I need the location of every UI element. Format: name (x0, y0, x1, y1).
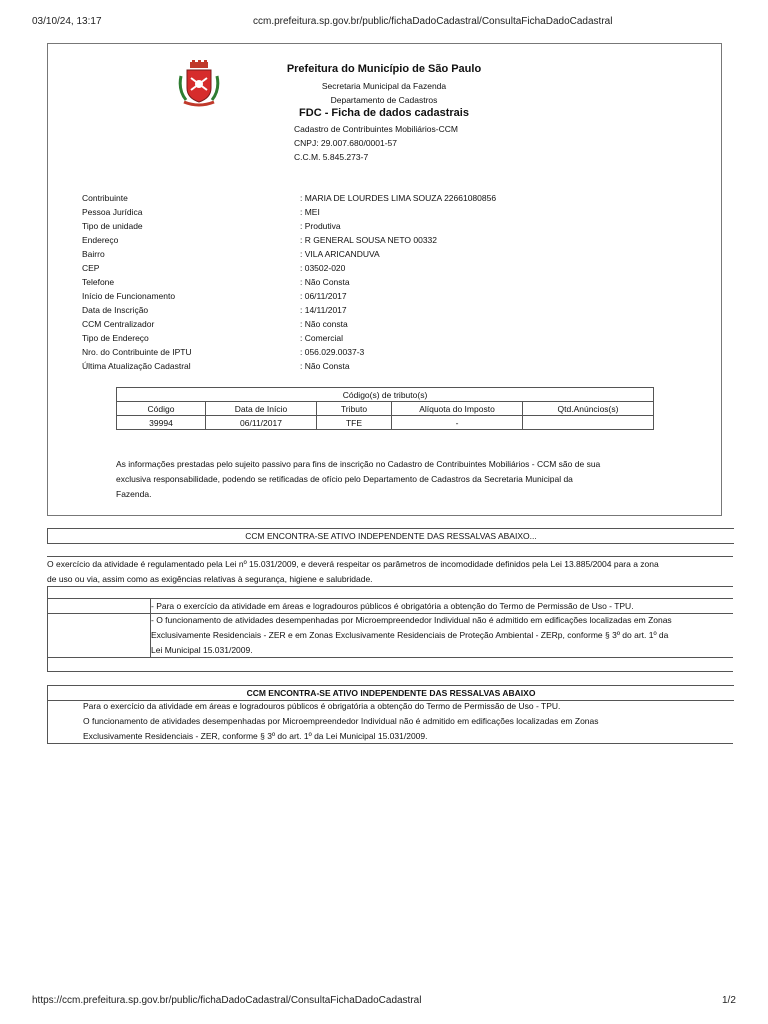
field-label: Telefone (82, 277, 115, 287)
print-url[interactable]: ccm.prefeitura.sp.gov.br/public/fichaDadoCadastral/ConsultaFichaDadoCadastral (253, 16, 613, 27)
field-label: Bairro (82, 249, 105, 259)
section2-line: O funcionamento de atividades desempenhadas por Microempreendedor Individual não é admitido em edificações localizadas em Zonas (83, 716, 599, 726)
field-value: : 06/11/2017 (300, 291, 347, 301)
field-label: Contribuinte (82, 193, 128, 203)
table-row (117, 416, 654, 430)
column-header: Código (117, 402, 206, 416)
footer-url[interactable]: https://ccm.prefeitura.sp.gov.br/public/fichaDadoCadastral/ConsultaFichaDadoCadastral (32, 995, 422, 1006)
tributos-caption: Código(s) de tributo(s) (117, 388, 654, 402)
section2-line: Para o exercício da atividade em áreas e logradouros públicos é obrigatória a obtenção do Termo de Permissão de Uso - TPU. (83, 701, 561, 711)
field-value: : VILA ARICANDUVA (300, 249, 380, 259)
field-value: : Comercial (300, 333, 343, 343)
header-fdc-title: FDC - Ficha de dados cadastrais (299, 107, 469, 119)
field-label: Data de Inscrição (82, 305, 149, 315)
table-cell (523, 416, 654, 430)
field-label: Pessoa Jurídica (82, 207, 143, 217)
table-cell: 06/11/2017 (206, 416, 317, 430)
disclaimer-text (116, 457, 676, 502)
header-cnpj: CNPJ: 29.007.680/0001-57 (294, 138, 398, 148)
header-cadastro: Cadastro de Contribuintes Mobiliários-CCM (294, 124, 458, 134)
field-label: Início de Funcionamento (82, 291, 176, 301)
field-value: : 14/11/2017 (300, 305, 347, 315)
divider (47, 586, 733, 587)
disclaimer-line: Fazenda. (116, 489, 152, 499)
divider (47, 699, 48, 743)
page-number: 1/2 (722, 995, 736, 1006)
field-value: : Produtiva (300, 221, 341, 231)
field-value: : MARIA DE LOURDES LIMA SOUZA 22661080856 (300, 193, 497, 203)
section2-title: CCM ENCONTRA-SE ATIVO INDEPENDENTE DAS RESSALVAS ABAIXO (246, 688, 536, 698)
field-label: CEP (82, 263, 100, 273)
table-cell: - (392, 416, 523, 430)
tributos-table (116, 387, 654, 430)
section1-item-line: Lei Municipal 15.031/2009. (151, 645, 253, 655)
field-label: Tipo de Endereço (82, 333, 149, 343)
header-municipality: Prefeitura do Município de São Paulo (286, 63, 482, 75)
print-timestamp: 03/10/24, 13:17 (32, 16, 102, 27)
section1-line: de uso ou via, assim como as exigências relativas à segurança, higiene e salubridade. (47, 574, 373, 584)
section1-item-line: - O funcionamento de atividades desempenhadas por Microempreendedor Individual não é admitido em edificações localizadas em Zonas (151, 615, 672, 625)
prefeitura-sp-coat-of-arms-icon (178, 60, 220, 108)
header-departamento: Departamento de Cadastros (330, 95, 438, 105)
divider (47, 743, 733, 744)
section2-body (83, 699, 733, 744)
field-label: Endereço (82, 235, 119, 245)
section1-item-line: Exclusivamente Residenciais - ZER e em Zonas Exclusivamente Residenciais de Proteção Ambiental - ZERp, conforme § 3º do art. 1º da (151, 630, 669, 640)
column-header: Data de Início (206, 402, 317, 416)
field-value: : 056.029.0037-3 (300, 347, 365, 357)
table-cell: TFE (317, 416, 392, 430)
field-label: CCM Centralizador (82, 319, 155, 329)
column-header: Qtd.Anúncios(s) (523, 402, 654, 416)
field-value: : Não Consta (300, 277, 350, 287)
header-secretaria: Secretaria Municipal da Fazenda (321, 81, 447, 91)
field-label: Última Atualização Cadastral (82, 361, 191, 371)
column-header: Alíquota do Imposto (392, 402, 523, 416)
section1-paragraph (47, 556, 733, 587)
table-cell: 39994 (117, 416, 206, 430)
section1-line: O exercício da atividade é regulamentado pela Lei nº 15.031/2009, e deverá respeitar os parâmetros de incomodidade definidos pela Lei 13.885/2004 para a zona (47, 559, 659, 569)
section1-title: CCM ENCONTRA-SE ATIVO INDEPENDENTE DAS RESSALVAS ABAIXO... (245, 531, 537, 541)
section1-item-mei (151, 613, 733, 643)
divider (47, 671, 733, 672)
section1-item-tpu: - Para o exercício da atividade em áreas e logradouros públicos é obrigatória a obtenção do Termo de Permissão de Uso - TPU. (151, 601, 634, 611)
field-value: : Não Consta (300, 361, 350, 371)
section1-title-band (47, 528, 734, 544)
field-value: : 03502-020 (300, 263, 346, 273)
divider (47, 586, 48, 672)
field-value: : MEI (300, 207, 320, 217)
field-label: Tipo de unidade (82, 221, 143, 231)
section2-line: Exclusivamente Residenciais - ZER, conforme § 3º do art. 1º da Lei Municipal 15.031/2009. (83, 731, 428, 741)
divider (47, 657, 733, 658)
disclaimer-line: exclusiva responsabilidade, podendo se retificadas de ofício pelo Departamento de Cadastros da Secretaria Municipal da (116, 474, 573, 484)
column-header: Tributo (317, 402, 392, 416)
disclaimer-line: As informações prestadas pelo sujeito passivo para fins de inscrição no Cadastro de Contribuintes Mobiliários - CCM são de sua (116, 459, 601, 469)
header-ccm: C.C.M. 5.845.273-7 (294, 152, 369, 162)
field-value: : R GENERAL SOUSA NETO 00332 (300, 235, 438, 245)
field-value: : Não consta (300, 319, 348, 329)
field-label: Nro. do Contribuinte de IPTU (82, 347, 192, 357)
